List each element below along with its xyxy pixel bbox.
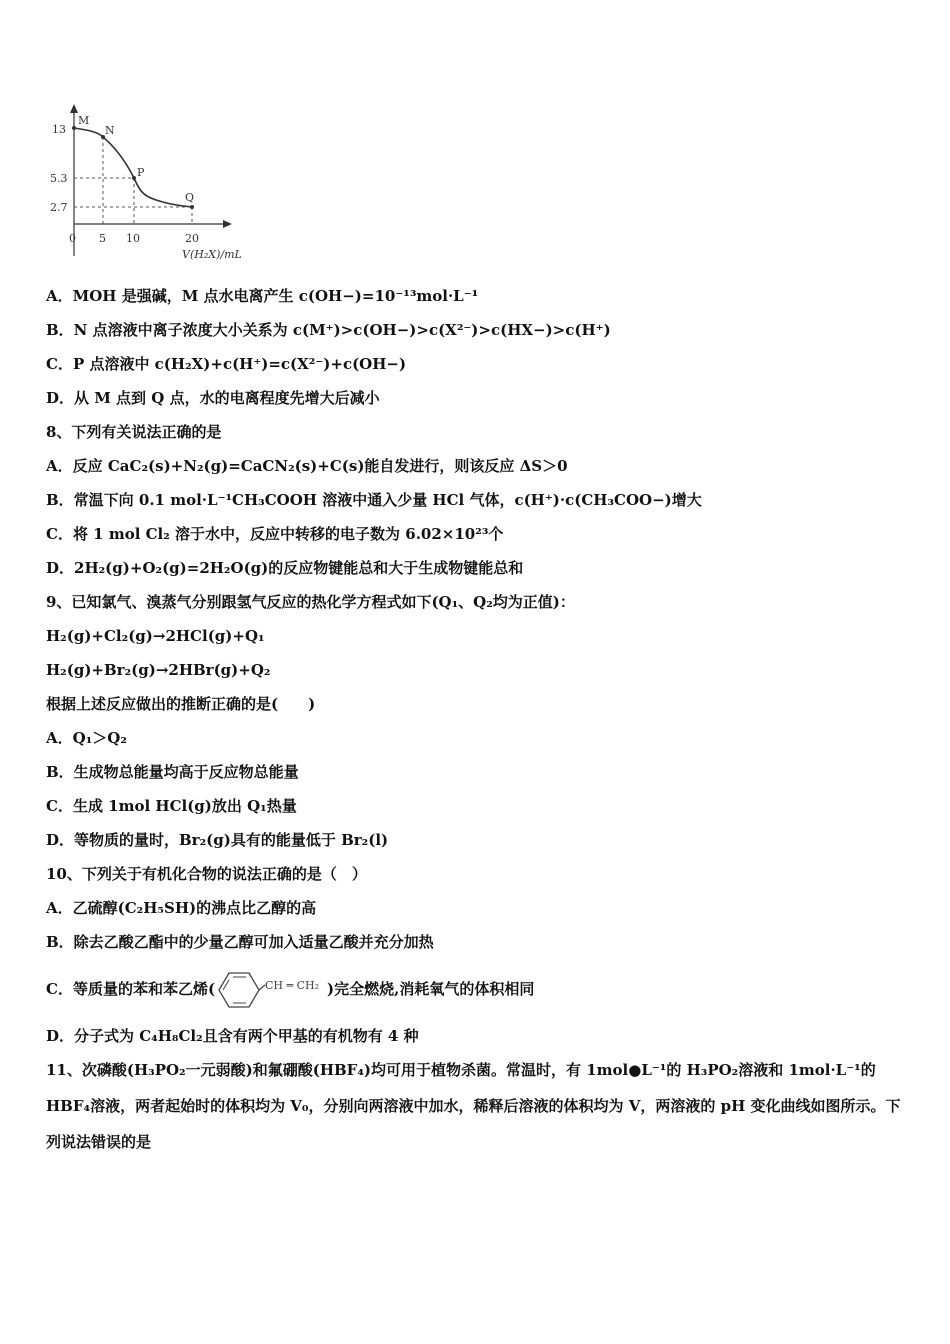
- q9-option-a: A．Q₁＞Q₂: [46, 729, 127, 747]
- point-p: [132, 176, 136, 180]
- point-q: [190, 205, 194, 209]
- q9-option-d: D．等物质的量时，Br₂(g)具有的能量低于 Br₂(l): [46, 831, 389, 849]
- q8-option-b: B．常温下向 0.1 mol·L⁻¹CH₃COOH 溶液中通入少量 HCl 气体，c(H⁺)·c(CH₃COO−)增大: [46, 491, 702, 509]
- x-tick-0: 0: [69, 232, 76, 245]
- x-axis-label: V(H₂X)/mL: [182, 248, 242, 261]
- q9-equation-2: H₂(g)+Br₂(g)→2HBr(g)+Q₂: [46, 661, 271, 679]
- q10-option-a: A．乙硫醇(C₂H₅SH)的沸点比乙醇的高: [46, 899, 317, 917]
- x-tick-10: 10: [126, 232, 140, 245]
- y-tick-13: 13: [52, 123, 66, 136]
- q10-option-b: B．除去乙酸乙酯中的少量乙醇可加入适量乙酸并充分加热: [46, 933, 434, 951]
- point-m: [72, 126, 76, 130]
- q8-option-d: D．2H₂(g)+O₂(g)=2H₂O(g)的反应物键能总和大于生成物键能总和: [46, 559, 524, 577]
- q9-question: 根据上述反应做出的推断正确的是( ): [46, 695, 316, 713]
- label-m: M: [78, 114, 90, 127]
- x-tick-20: 20: [185, 232, 199, 245]
- q8-option-c: C．将 1 mol Cl₂ 溶于水中，反应中转移的电子数为 6.02×10²³个: [46, 525, 504, 543]
- label-q: Q: [185, 191, 195, 204]
- styrene-vinyl-label: CH ═ CH₂: [265, 979, 320, 992]
- q9-option-c: C．生成 1mol HCl(g)放出 Q₁热量: [46, 797, 297, 815]
- q7-option-d: D．从 M 点到 Q 点，水的电离程度先增大后减小: [46, 389, 380, 407]
- x-tick-5: 5: [99, 232, 106, 245]
- q9-option-b: B．生成物总能量均高于反应物总能量: [46, 763, 299, 781]
- q8-option-a: A．反应 CaC₂(s)+N₂(g)=CaCN₂(s)+C(s)能自发进行，则该反应 ΔS＞0: [46, 457, 568, 475]
- q10-option-d: D．分子式为 C₄H₈Cl₂且含有两个甲基的有机物有 4 种: [46, 1027, 419, 1045]
- titration-curve-figure: [40, 104, 270, 274]
- styrene-structure: [215, 967, 327, 1013]
- q7-option-c: C．P 点溶液中 c(H₂X)+c(H⁺)=c(X²⁻)+c(OH−): [46, 355, 407, 373]
- q9-equation-1: H₂(g)+Cl₂(g)→2HCl(g)+Q₁: [46, 627, 265, 645]
- y-tick-2-7: 2.7: [50, 201, 68, 214]
- q10-option-c-prefix: C．等质量的苯和苯乙烯(: [46, 980, 216, 998]
- y-tick-5-3: 5.3: [50, 172, 68, 185]
- ph-curve: [74, 128, 195, 207]
- q10-option-c: [46, 964, 534, 1014]
- q7-option-a: A．MOH 是强碱，M 点水电离产生 c(OH−)=10⁻¹³mol·L⁻¹: [46, 287, 479, 305]
- q9-stem: 9、已知氯气、溴蒸气分别跟氢气反应的热化学方程式如下(Q₁、Q₂均为正值)：: [46, 593, 575, 611]
- q7-option-b: B．N 点溶液中离子浓度大小关系为 c(M⁺)>c(OH−)>c(X²⁻)>c(HX−)>c(H⁺): [46, 321, 611, 339]
- y-axis-arrow: [70, 104, 78, 113]
- label-n: N: [105, 124, 115, 137]
- q8-stem: 8、下列有关说法正确的是: [46, 423, 222, 441]
- x-axis-arrow: [223, 220, 232, 228]
- label-p: P: [137, 166, 145, 179]
- q10-stem: 10、下列关于有机化合物的说法正确的是（ ）: [46, 865, 367, 883]
- q11-stem: 11、次磷酸(H₃PO₂一元弱酸)和氟硼酸(HBF₄)均可用于植物杀菌。常温时，有 1mol●L⁻¹的 H₃PO₂溶液和 1mol·L⁻¹的HBF₄溶液，两者起始时的体积均为 V₀，分别向两溶液中加水，稀释后溶液的体积均为 V，两溶液的 pH 变化曲线如图所示。下列说法错误的是: [46, 1061, 901, 1151]
- q10-option-c-suffix: )完全燃烧,消耗氧气的体积相同: [327, 980, 535, 998]
